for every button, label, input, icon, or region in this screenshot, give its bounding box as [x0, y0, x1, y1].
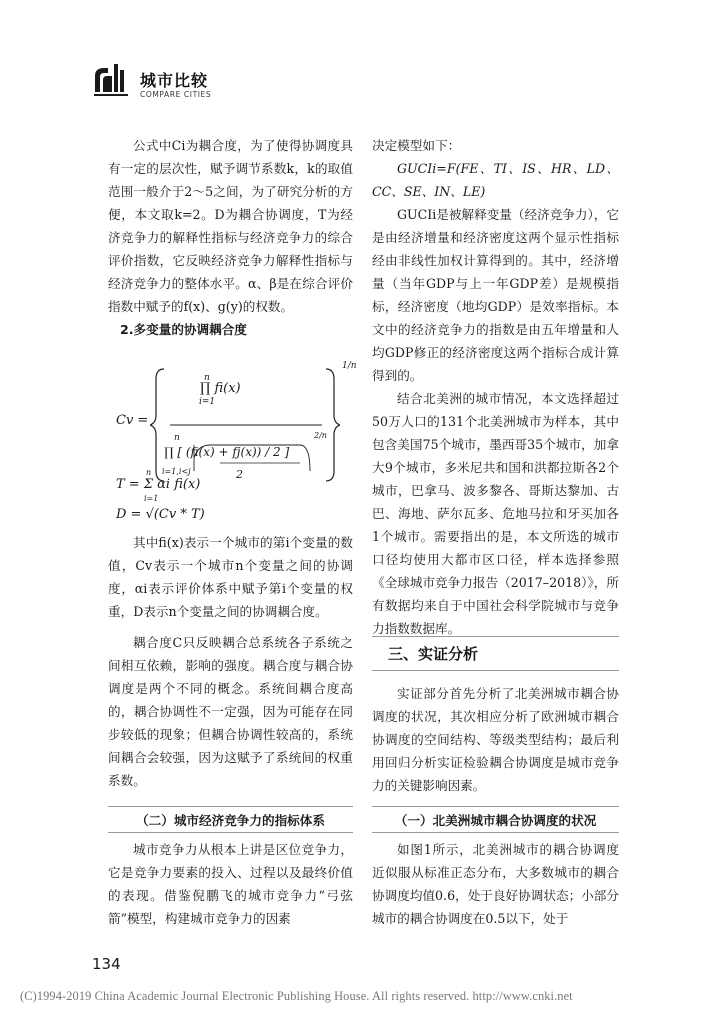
formula-cv-half: 2 — [236, 468, 243, 481]
right-column-bottom — [372, 838, 619, 930]
formula-cv-exp: 1/n — [342, 361, 357, 371]
right-paragraph-1: 决定模型如下： — [372, 138, 461, 153]
left-column — [108, 134, 353, 341]
section-title-empirical-analysis: 三、实证分析 — [388, 645, 479, 663]
formula-cv-denominator: ∏ [ (fi(x) + fj(x)) / 2 ] — [164, 445, 290, 459]
subheading-north-america-coupling: （一）北美洲城市耦合协调度的状况 — [394, 813, 597, 828]
formula-cv-num-over: n — [204, 373, 210, 383]
formula-cv-label: Cv = — [116, 413, 149, 428]
formula-t-over: n — [146, 468, 152, 477]
formula-cv-den-under: i=1,i<j — [162, 467, 191, 476]
section-rule-top — [372, 636, 619, 637]
right-subheading-rule-top — [372, 806, 619, 807]
heading-multivariable-coupling: 2.多变量的协调耦合度 — [120, 322, 247, 337]
right-paragraph-4: 实证部分首先分析了北美洲城市耦合协调度的状况，其次相应分析了欧洲城市耦合协调度的空间结构、等级类型结构；最后利用回归分析实证检验耦合协调度是城市竞争力的关键影响因素。 — [372, 686, 619, 793]
formula-t-under: i=1 — [144, 494, 159, 503]
left-paragraph-3: 耦合度C只反映耦合总系统各子系统之间相互依赖，影响的强度。耦合度与耦合协调度是两个不同的概念。系统间耦合度高的，耦合协调性不一定强，因为可能存在同步较低的现象；但耦合协调性较高的，系统间耦合会较强，因为这赋予了系统间的权重系数。 — [108, 635, 353, 788]
formula-d — [116, 505, 356, 529]
left-column-bottom — [108, 838, 353, 930]
subheading-city-economic-competitiveness: （二）城市经济竞争力的指标体系 — [136, 813, 325, 828]
section-rule-bottom — [372, 670, 619, 671]
formula-cv-numerator: ∏ fi(x) — [200, 381, 241, 396]
city-compare-logo-icon — [92, 62, 130, 98]
left-paragraph-4: 城市竞争力从根本上讲是区位竞争力，它是竞争力要素的投入、过程以及最终价值的表现。借鉴倪鹏飞的城市竞争力“弓弦箭”模型，构建城市竞争力的因素 — [108, 842, 353, 926]
left-subheading-rule-top — [108, 806, 353, 807]
left-column-lower — [108, 531, 353, 792]
right-column-lower — [372, 682, 619, 797]
formula-t-body: T = Σ αi fi(x) — [116, 477, 201, 492]
right-paragraph-2: GUCIi是被解释变量（经济竞争力），它是由经济增量和经济密度这两个显示性指标经由非线性加权计算得到的。其中，经济增量（当年GDP与上一年GDP差）是规模指标，经济密度（地均GDP）是效率指标。本文中的经济竞争力的指数是由五年增量和人均GDP修正的经济密度这两个指标合成计算得到的。 — [372, 207, 619, 383]
brand-subtitle: COMPARE CITIES — [140, 90, 212, 99]
right-subheading-rule-bottom — [372, 832, 619, 833]
formula-cv-den-over: n — [174, 433, 180, 443]
page-number: 134 — [92, 955, 121, 973]
formula-gucii-model: GUCIi=F(FE、TI、IS、HR、LD、CC、SE、IN、LE) — [372, 161, 619, 199]
left-paragraph-2: 其中fi(x)表示一个城市的第i个变量的数值，Cv表示一个城市n个变量之间的协调度，αi表示评价体系中赋予第i个变量的权重，D表示n个变量之间的协调耦合度。 — [108, 535, 353, 619]
right-paragraph-5: 如图1所示，北美洲城市的耦合协调度近似服从标准正态分布，大多数城市的耦合协调度均值0.6，处于良好协调状态；小部分城市的耦合协调度在0.5以下，处于 — [372, 842, 619, 926]
formula-d-body: D = √(Cv * T) — [116, 507, 205, 522]
formula-cv-den-exp: 2/n — [314, 431, 327, 440]
right-column — [372, 134, 619, 640]
copyright-notice: (C)1994-2019 China Academic Journal Electronic Publishing House. All rights reserved. http://www.cnki.net — [20, 989, 573, 1003]
brand-title: 城市比较 — [140, 71, 209, 90]
right-paragraph-3: 结合北美洲的城市情况，本文选择超过50万人口的131个北美洲城市为样本，其中包含美国75个城市，墨西哥35个城市，加拿大9个城市，多米尼共和国和洪都拉斯各2个城市，巴拿马、波多黎各、哥斯达黎加、古巴、海地、萨尔瓦多、危地马拉和牙买加各1个城市。需要指出的是，本文所选的城市口径均使用大都市区口径，样本选择参照《全球城市竞争力报告（2017–2018）》，所有数据均来自于中国社会科学院城市与竞争力指数数据库。 — [372, 391, 619, 636]
formula-cv-num-under: i=1 — [199, 397, 216, 407]
left-paragraph-1: 公式中Ci为耦合度，为了使得协调度具有一定的层次性，赋予调节系数k，k的取值范围一般介于2～5之间，为了研究分析的方便，本文取k=2。D为耦合协调度，T为经济竞争力的解释性指标与经济竞争力的综合评价指数，它反映经济竞争力解释性指标与经济竞争力的整体水平。α、β是在综合评价指数中赋予的f(x)、g(y)的权数。 — [108, 138, 353, 314]
formula-t — [116, 468, 356, 502]
left-subheading-rule-bottom — [108, 832, 353, 833]
